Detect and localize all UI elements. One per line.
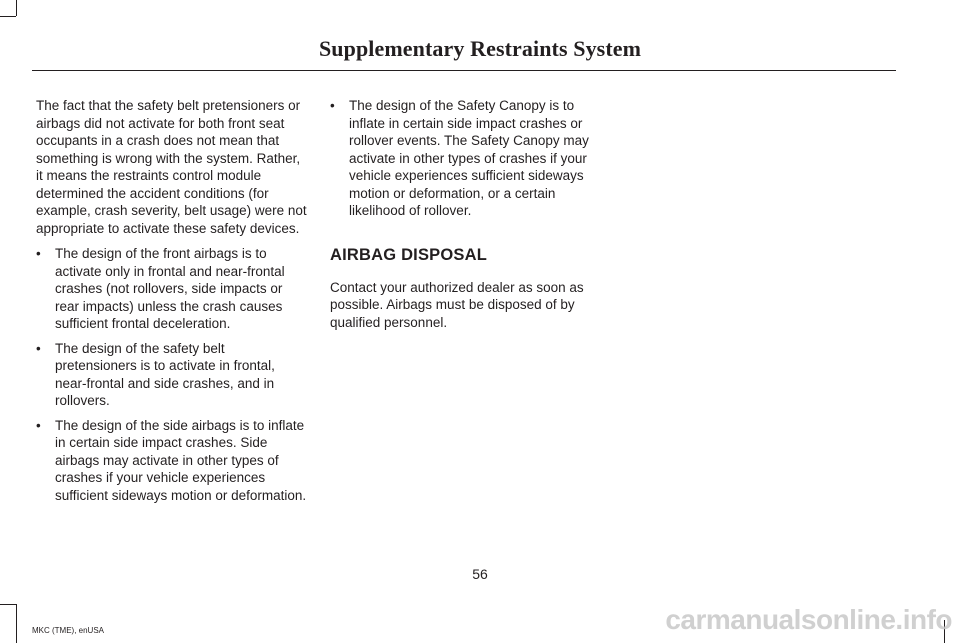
intro-paragraph: The fact that the safety belt pretensioners or airbags did not activate for both front seat occupants in a crash does not mean that something is wrong with the system. Rather, it means the restraints control module determined the accident conditions (for example, crash severity, belt usage) were not appropriate to activate these safety devices. [36,98,307,236]
watermark: carmanualsonline.info [665,604,952,635]
crop-mark-bottom-left-h [0,604,16,605]
bullet-side-airbags: • The design of the side airbags is to inflate in certain side impact crashes. Side airbags may activate in other types of crashes if your vehicle experiences sufficient sideways motion or deformation. [36,417,308,505]
header-divider [32,70,896,71]
crop-mark-top-left-v [16,0,17,16]
right-bullet-list [330,97,602,220]
section-heading-airbag-disposal: AIRBAG DISPOSAL [330,245,488,264]
disposal-paragraph: Contact your authorized dealer as soon as possible. Airbags must be disposed of by qualified personnel. [330,279,584,330]
document-code: MKC (TME), enUSA [32,626,105,635]
left-bullet-list [36,245,308,504]
bullet-belt-pretensioners: • The design of the safety belt pretensioners is to activate in frontal, near-frontal and side crashes, and in rollovers. [36,340,308,410]
crop-mark-bottom-left-v [16,604,17,643]
page-number: 56 [472,566,488,582]
left-column [36,97,308,511]
crop-mark-top-left-h [0,16,16,17]
right-column [330,97,602,331]
bullet-front-airbags: • The design of the front airbags is to activate only in frontal and near-frontal crashes (not rollovers, side impacts or rear impacts) unless the crash causes sufficient frontal deceleration. [36,245,308,333]
bullet-safety-canopy: • The design of the Safety Canopy is to inflate in certain side impact crashes or rollover events. The Safety Canopy may activate in other types of crashes if your vehicle experiences sufficient sideways motion or deformation, or a certain likelihood of rollover. [330,97,602,220]
page-header-title: Supplementary Restraints System [318,36,642,61]
